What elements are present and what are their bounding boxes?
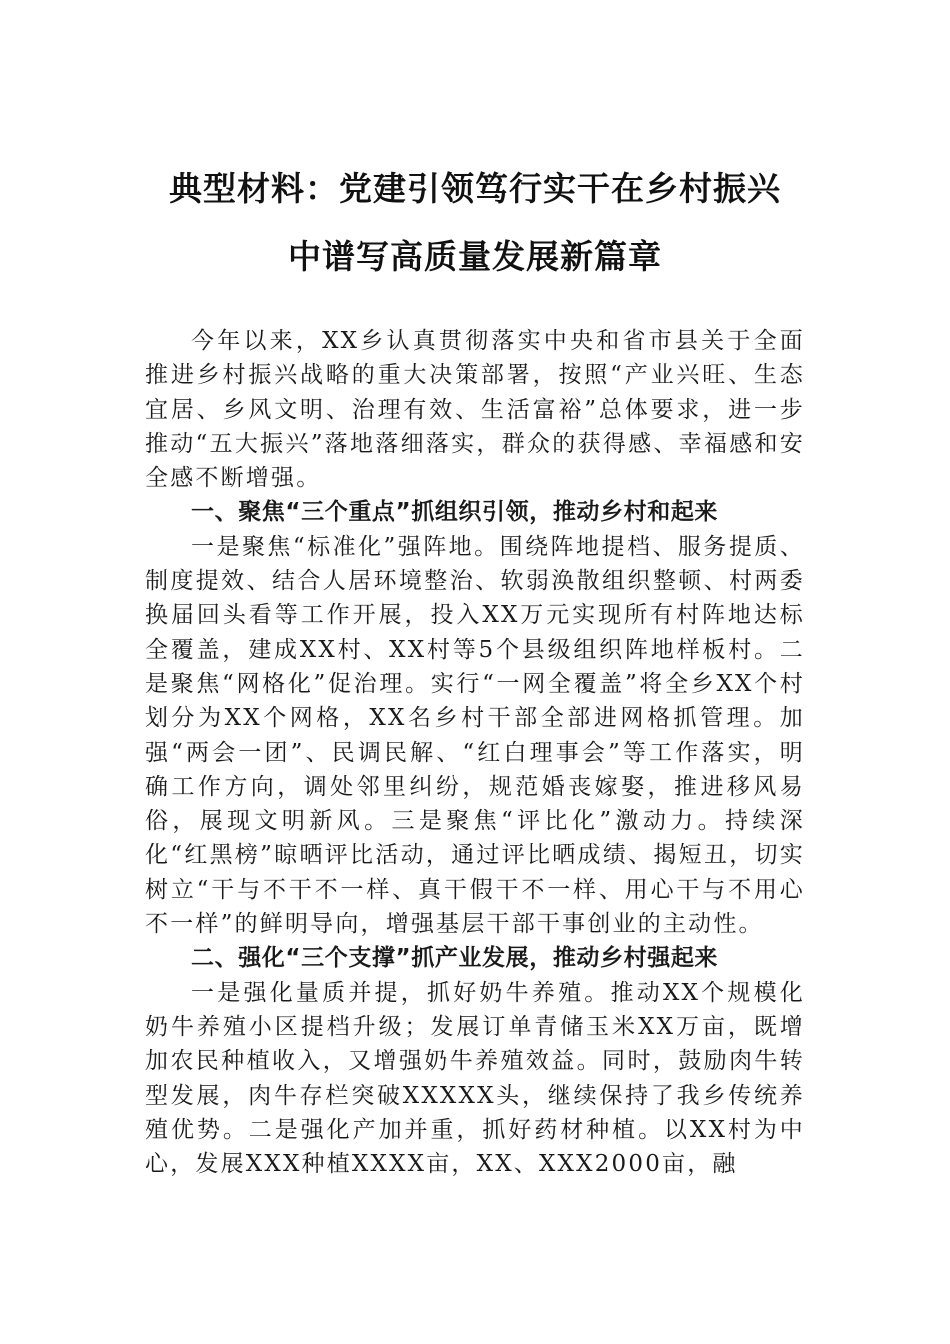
document-title-line-1: 典型材料：党建引领笃行实干在乡村振兴 xyxy=(169,169,781,208)
section-1-paragraph: 一是聚焦“标准化”强阵地。围绕阵地提档、服务提质、制度提效、结合人居环境整治、软弱涣散组织整顿、村两委换届回头看等工作开展，投入XX万元实现所有村阵地达标全覆盖，建成XX村、XX村等5个县级组织阵地样板村。二是聚焦“网格化”促治理。实行“一网全覆盖”将全乡XX个村划分为XX个网格，XX名乡村干部全部进网格抓管理。加强“两会一团”、民调民解、“红白理事会”等工作落实，明确工作方向，调处邻里纠纷，规范婚丧嫁娶，推进移风易俗，展现文明新风。三是聚焦“评比化”激动力。持续深化“红黑榜”晾晒评比活动，通过评比晒成绩、揭短丑，切实树立“干与不干不一样、真干假干不一样、用心干与不用心不一样”的鲜明导向，增强基层干部干事创业的主动性。 xyxy=(145,533,805,938)
section-1-heading: 一、聚焦“三个重点”抓组织引领，推动乡村和起来 xyxy=(191,499,719,526)
intro-paragraph: 今年以来，XX乡认真贯彻落实中央和省市县关于全面推进乡村振兴战略的重大决策部署，按照“产业兴旺、生态宜居、乡风文明、治理有效、生活富裕”总体要求，进一步推动“五大振兴”落地落细落实，群众的获得感、幸福感和安全感不断增强。 xyxy=(145,328,805,492)
section-2-paragraph: 一是强化量质并提，抓好奶牛养殖。推动XX个规模化奶牛养殖小区提档升级；发展订单青储玉米XX万亩，既增加农民种植收入，又增强奶牛养殖效益。同时，鼓励肉牛转型发展，肉牛存栏突破XXXXX头，继续保持了我乡传统养殖优势。二是强化产加并重，抓好药材种植。以XX村为中心，发展XXX种植XXXX亩，XX、XXX2000亩，融 xyxy=(145,979,805,1178)
document-title-line-2: 中谱写高质量发展新篇章 xyxy=(288,237,662,276)
document-body xyxy=(145,324,805,1181)
section-2-heading: 二、强化“三个支撑”抓产业发展，推动乡村强起来 xyxy=(191,945,719,972)
